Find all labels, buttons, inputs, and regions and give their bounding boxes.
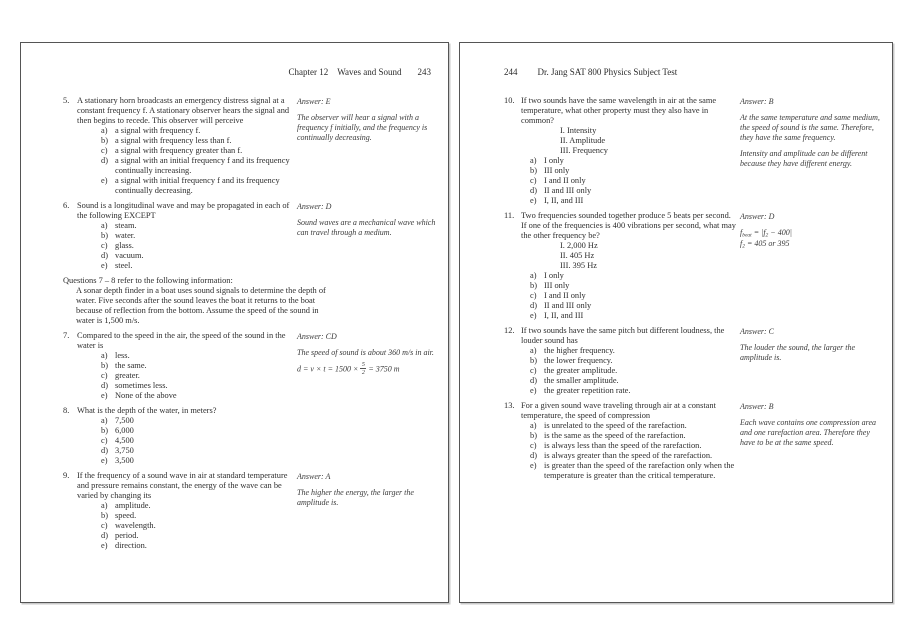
option-row <box>530 386 740 396</box>
option-label: c) <box>101 241 108 250</box>
option-text: the greater repetition rate. <box>544 386 631 395</box>
beat-frequency-formula <box>740 228 882 239</box>
intro-title: Questions 7 – 8 refer to the following information: <box>63 276 233 285</box>
question-number: 7. <box>63 331 70 340</box>
question-number: 12. <box>504 326 515 335</box>
option-row <box>101 531 297 541</box>
option-label: d) <box>101 531 108 540</box>
option-label: a) <box>101 221 108 230</box>
option-label: d) <box>101 446 108 455</box>
option-text: 3,500 <box>115 456 134 465</box>
answer-label: Answer: D <box>740 211 775 221</box>
question-text: A stationary horn broadcasts an emergency distress signal at a constant frequency f. A stationary observer hears the signal and then begins to recede. This observer will perceive <box>77 96 290 125</box>
option-text: is the same as the speed of the rarefaction. <box>544 431 686 440</box>
option-row <box>530 156 740 166</box>
option-label: a) <box>101 351 108 360</box>
option-row <box>101 156 297 176</box>
header-chapter-label: Chapter 12 <box>288 67 329 77</box>
questions-7-8-intro <box>63 276 440 326</box>
depth-formula <box>297 362 438 376</box>
answer-column <box>740 326 884 363</box>
page-left <box>20 42 449 603</box>
option-text: greater. <box>115 371 140 380</box>
option-row <box>101 241 297 251</box>
options-list <box>530 156 740 206</box>
answer-label: Answer: B <box>740 401 774 411</box>
options-list <box>101 221 297 271</box>
option-label: b) <box>530 356 537 365</box>
question-text: If two sounds have the same pitch but different loudness, the louder sound has <box>521 326 725 345</box>
option-row <box>530 346 740 356</box>
question-text: Sound is a longitudinal wave and may be propagated in each of the following EXCEPT <box>77 201 290 220</box>
option-label: e) <box>101 391 108 400</box>
answer-label: Answer: D <box>297 201 332 211</box>
option-label: e) <box>101 261 108 270</box>
option-text: the lower frequency. <box>544 356 613 365</box>
option-row <box>101 231 297 241</box>
option-text: a signal with an initial frequency f and its frequency continually increasing. <box>115 156 290 175</box>
question-number: 13. <box>504 401 515 410</box>
option-row <box>530 196 740 206</box>
option-label: d) <box>530 186 537 195</box>
answer-explanation: At the same temperature and same medium, the speed of sound is the same. Therefore, they have the same frequency. <box>740 112 880 142</box>
option-text: a signal with frequency less than f. <box>115 136 232 145</box>
formula-subscript: 2 <box>765 232 769 238</box>
option-label: c) <box>530 291 537 300</box>
option-text: 3,750 <box>115 446 134 455</box>
option-label: a) <box>530 346 537 355</box>
option-row <box>530 271 740 281</box>
option-text: speed. <box>115 511 137 520</box>
header-book-title: Dr. Jang SAT 800 Physics Subject Test <box>537 67 678 77</box>
option-label: d) <box>530 451 537 460</box>
roman-item: II. Amplitude <box>560 136 606 145</box>
question-5 <box>63 96 440 196</box>
option-label: b) <box>101 426 108 435</box>
formula-pre: d = v × t = 1500 × <box>297 364 359 373</box>
options-list <box>530 421 740 481</box>
question-10 <box>504 96 884 206</box>
option-text: a signal with initial frequency f and its frequency continually decreasing. <box>115 176 280 195</box>
option-label: c) <box>101 371 108 380</box>
question-7 <box>63 331 440 401</box>
questions-column <box>21 96 448 551</box>
roman-item: I. Intensity <box>560 126 597 135</box>
option-row <box>101 381 297 391</box>
option-row <box>101 371 297 381</box>
option-label: e) <box>530 461 537 470</box>
option-row <box>530 461 740 481</box>
option-row <box>101 521 297 531</box>
option-label: a) <box>101 501 108 510</box>
intro-block <box>63 276 343 326</box>
roman-item: III. 395 Hz <box>560 261 597 270</box>
option-text: vacuum. <box>115 251 144 260</box>
answer-label: Answer: A <box>297 471 331 481</box>
option-row <box>101 351 297 361</box>
option-row <box>101 261 297 271</box>
answer-explanation: Intensity and amplitude can be different because they have different energy. <box>740 148 868 168</box>
formula-subscript: 2 <box>742 243 745 249</box>
option-text: glass. <box>115 241 134 250</box>
question-main <box>504 96 740 206</box>
questions-column <box>460 96 892 481</box>
option-label: c) <box>101 521 108 530</box>
question-text: What is the depth of the water, in meters? <box>77 406 217 415</box>
option-label: b) <box>530 166 537 175</box>
question-main <box>63 96 297 196</box>
option-row <box>530 301 740 311</box>
fraction-numerator: 5 <box>361 361 365 368</box>
option-text: II and III only <box>544 186 592 195</box>
answer-explanation: Each wave contains one compression area and one rarefaction area. Therefore they have to be at the same speed. <box>740 417 877 447</box>
option-label: a) <box>530 156 537 165</box>
option-text: I and II only <box>544 176 586 185</box>
answer-column <box>740 401 884 448</box>
option-label: b) <box>530 281 537 290</box>
option-row <box>530 376 740 386</box>
option-text: amplitude. <box>115 501 151 510</box>
option-label: c) <box>530 176 537 185</box>
question-main <box>504 326 740 396</box>
answer-explanation: The louder the sound, the larger the amplitude is. <box>740 342 856 362</box>
page-header <box>21 67 448 77</box>
question-13 <box>504 401 884 481</box>
option-text: 6,000 <box>115 426 134 435</box>
options-list <box>101 126 297 196</box>
option-label: d) <box>530 301 537 310</box>
option-label: d) <box>530 376 537 385</box>
question-main <box>63 406 297 466</box>
option-label: b) <box>101 231 108 240</box>
roman-item: III. Frequency <box>560 146 608 155</box>
option-text: steam. <box>115 221 137 230</box>
option-label: a) <box>101 416 108 425</box>
header-page-number: 244 <box>504 67 518 77</box>
option-text: period. <box>115 531 139 540</box>
answer-explanation: Sound waves are a mechanical wave which can travel through a medium. <box>297 217 436 237</box>
option-label: c) <box>101 146 108 155</box>
option-label: c) <box>101 436 108 445</box>
answer-explanation: The higher the energy, the larger the amplitude is. <box>297 487 414 507</box>
option-row <box>530 421 740 431</box>
option-row <box>101 136 297 146</box>
answer-column <box>297 201 440 238</box>
header-section-title: Waves and Sound <box>337 67 402 77</box>
question-12 <box>504 326 884 396</box>
options-list <box>101 416 297 466</box>
option-text: is greater than the speed of the rarefaction only when the temperature is greater than the critical temperature. <box>544 461 735 480</box>
question-number: 5. <box>63 96 70 105</box>
option-row <box>101 541 297 551</box>
formula-post: = 3750 m <box>368 364 400 373</box>
option-row <box>530 356 740 366</box>
option-text: wavelength. <box>115 521 156 530</box>
header-page-number: 243 <box>417 67 431 77</box>
option-text: direction. <box>115 541 147 550</box>
question-main <box>63 471 297 551</box>
question-9 <box>63 471 440 551</box>
option-text: 7,500 <box>115 416 134 425</box>
option-text: III only <box>544 166 570 175</box>
formula-mid: = |f <box>751 227 766 237</box>
answer-label: Answer: B <box>740 96 774 106</box>
question-number: 10. <box>504 96 515 105</box>
roman-item: I. 2,000 Hz <box>560 241 598 250</box>
question-number: 11. <box>504 211 515 220</box>
option-row <box>530 366 740 376</box>
question-11 <box>504 211 884 321</box>
option-text: I only <box>544 156 564 165</box>
formula-var: f <box>740 238 743 248</box>
page-header <box>460 67 892 77</box>
option-row <box>530 431 740 441</box>
option-row <box>101 361 297 371</box>
beat-frequency-result <box>740 239 882 250</box>
option-row <box>101 426 297 436</box>
option-row <box>101 146 297 156</box>
answer-explanation: The speed of sound is about 360 m/s in air. <box>297 347 434 357</box>
option-row <box>530 441 740 451</box>
fraction-denominator: 2 <box>361 369 365 376</box>
option-text: II and III only <box>544 301 592 310</box>
option-text: I, II, and III <box>544 311 584 320</box>
option-row <box>101 391 297 401</box>
option-label: d) <box>101 156 108 165</box>
option-row <box>101 251 297 261</box>
options-list <box>101 351 297 401</box>
options-list <box>101 501 297 551</box>
option-label: b) <box>530 431 537 440</box>
option-label: b) <box>101 361 108 370</box>
answer-column <box>740 211 884 250</box>
question-main <box>504 211 743 321</box>
option-text: the same. <box>115 361 147 370</box>
option-text: the smaller amplitude. <box>544 376 619 385</box>
formula-post: = 405 or 395 <box>744 238 790 248</box>
option-label: e) <box>530 386 537 395</box>
question-6 <box>63 201 440 271</box>
question-text: Compared to the speed in the air, the speed of the sound in the water is <box>77 331 286 350</box>
option-text: 4,500 <box>115 436 134 445</box>
option-row <box>101 221 297 231</box>
option-label: b) <box>101 136 108 145</box>
option-text: III only <box>544 281 570 290</box>
option-label: a) <box>530 271 537 280</box>
answer-explanation: The observer will hear a signal with a frequency f initially, and the frequency is continually decreasing. <box>297 112 428 142</box>
intro-body: A sonar depth finder in a boat uses sound signals to determine the depth of water. Five seconds after the sound leaves the boat it returns to the boat because of reflection from the bottom. Assume the speed of the sound in water is 1,500 m/s. <box>76 286 326 325</box>
option-row <box>530 311 740 321</box>
question-number: 6. <box>63 201 70 210</box>
fraction <box>360 362 366 376</box>
option-text: None of the above <box>115 391 177 400</box>
option-row <box>530 186 740 196</box>
option-text: the greater amplitude. <box>544 366 618 375</box>
answer-column <box>297 96 440 143</box>
option-text: I only <box>544 271 564 280</box>
options-list <box>530 271 740 321</box>
answer-column <box>297 331 440 376</box>
option-row <box>101 126 297 136</box>
option-label: a) <box>101 126 108 135</box>
question-main <box>63 331 297 401</box>
options-list <box>530 346 740 396</box>
option-label: e) <box>530 196 537 205</box>
answer-label: Answer: E <box>297 96 331 106</box>
option-label: d) <box>101 251 108 260</box>
option-text: is always less than the speed of the rarefaction. <box>544 441 702 450</box>
roman-item: II. 405 Hz <box>560 251 595 260</box>
page-right <box>459 42 893 603</box>
option-row <box>101 176 297 196</box>
question-text: For a given sound wave traveling through air at a constant temperature, the speed of compression <box>521 401 716 420</box>
option-row <box>530 166 740 176</box>
option-text: less. <box>115 351 130 360</box>
option-text: is always greater than the speed of the rarefaction. <box>544 451 713 460</box>
formula-post: − 400| <box>768 227 792 237</box>
option-row <box>530 291 740 301</box>
question-text: If the frequency of a sound wave in air at standard temperature and pressure remains constant, the energy of the wave can be varied by changing its <box>77 471 288 500</box>
option-text: water. <box>115 231 136 240</box>
question-main <box>63 201 297 271</box>
option-text: a signal with frequency f. <box>115 126 201 135</box>
formula-var: f <box>740 227 743 237</box>
option-text: the higher frequency. <box>544 346 615 355</box>
option-text: is unrelated to the speed of the rarefaction. <box>544 421 687 430</box>
option-text: I, II, and III <box>544 196 584 205</box>
option-row <box>101 446 297 456</box>
option-row <box>530 176 740 186</box>
answer-column <box>297 471 440 508</box>
option-row <box>101 511 297 521</box>
option-text: I and II only <box>544 291 586 300</box>
option-row <box>101 501 297 511</box>
answer-label: Answer: C <box>740 326 774 336</box>
option-text: sometimes less. <box>115 381 168 390</box>
option-label: b) <box>101 511 108 520</box>
answer-column <box>740 96 884 169</box>
option-text: a signal with frequency greater than f. <box>115 146 243 155</box>
option-label: c) <box>530 441 537 450</box>
answer-label: Answer: CD <box>297 331 337 341</box>
option-row <box>530 451 740 461</box>
question-text: Two frequencies sounded together produce 5 beats per second. If one of the frequencies is 400 vibrations per second, what may the other frequency be? <box>521 211 736 240</box>
option-label: a) <box>530 421 537 430</box>
option-label: d) <box>101 381 108 390</box>
option-label: e) <box>101 456 108 465</box>
question-8 <box>63 406 440 466</box>
question-main <box>504 401 740 481</box>
option-row <box>101 456 297 466</box>
option-label: e) <box>530 311 537 320</box>
formula-subscript: beat <box>742 232 752 238</box>
option-label: e) <box>101 541 108 550</box>
option-row <box>101 416 297 426</box>
roman-list <box>560 126 740 156</box>
question-number: 9. <box>63 471 70 480</box>
option-row <box>101 436 297 446</box>
option-text: steel. <box>115 261 133 270</box>
question-number: 8. <box>63 406 70 415</box>
option-row <box>530 281 740 291</box>
answer-column <box>297 406 440 407</box>
option-label: c) <box>530 366 537 375</box>
roman-list <box>560 238 743 271</box>
question-text: If two sounds have the same wavelength in air at the same temperature, what other property must they also have in common? <box>521 96 717 125</box>
option-label: e) <box>101 176 108 185</box>
